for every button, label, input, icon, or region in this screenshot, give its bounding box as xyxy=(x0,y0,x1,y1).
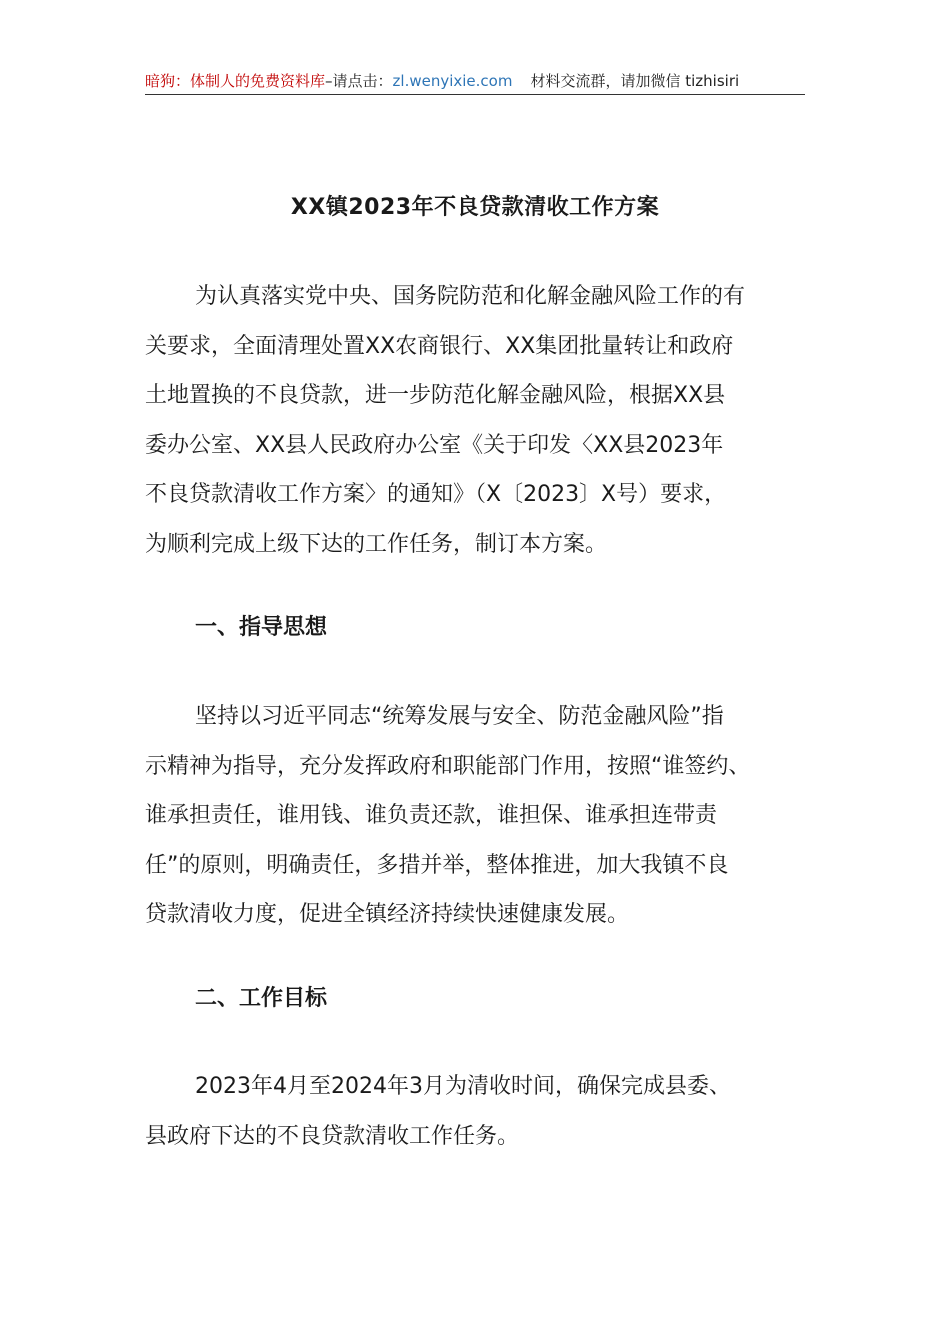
paragraph-line: 贷款清收力度，促进全镇经济持续快速健康发展。 xyxy=(145,902,630,927)
paragraph-line: 不良贷款清收工作方案〉的通知》（X〔2023〕X号）要求， xyxy=(145,482,727,507)
paragraph-line: 县政府下达的不良贷款清收工作任务。 xyxy=(145,1123,520,1149)
header-contact: 材料交流群，请加微信 tizhisiri xyxy=(530,72,740,90)
paragraph-line: 坚持以习近平同志“统筹发展与安全、防范金融风险”指 xyxy=(195,704,724,729)
header-link[interactable]: zl.wenyixie.com xyxy=(392,72,513,90)
section-heading-guiding-ideology: 一、指导思想 xyxy=(195,615,328,640)
paragraph-line: 示精神为指导，充分发挥政府和职能部门作用，按照“谁签约、 xyxy=(145,753,751,779)
document-title: XX镇2023年不良贷款清收工作方案 xyxy=(290,195,660,220)
paragraph-line: 为顺利完成上级下达的工作任务，制订本方案。 xyxy=(145,531,608,557)
paragraph-line: 谁承担责任，谁用钱、谁负责还款，谁担保、谁承担连带责 xyxy=(145,803,718,828)
work-goals-paragraph xyxy=(145,1062,810,1161)
paragraph-line: 土地置换的不良贷款，进一步防范化解金融风险，根据XX县 xyxy=(145,383,726,408)
header-prompt: –请点击： xyxy=(325,72,393,90)
paragraph-line: 关要求，全面清理处置XX农商银行、XX集团批量转让和政府 xyxy=(145,333,734,359)
paragraph-line: 为认真落实党中央、国务院防范和化解金融风险工作的有 xyxy=(195,284,746,309)
guiding-ideology-paragraph xyxy=(145,692,810,940)
page-header xyxy=(145,70,805,95)
paragraph-line: 委办公室、XX县人民政府办公室《关于印发〈XX县2023年 xyxy=(145,432,724,458)
paragraph-line: 2023年4月至2024年3月为清收时间，确保完成县委、 xyxy=(195,1074,731,1099)
section-heading-work-goals: 二、工作目标 xyxy=(195,986,328,1011)
intro-paragraph xyxy=(145,272,810,569)
paragraph-line: 任”的原则，明确责任，多措并举，整体推进，加大我镇不良 xyxy=(145,852,729,878)
header-brand: 暗狗：体制人的免费资料库 xyxy=(145,72,326,90)
